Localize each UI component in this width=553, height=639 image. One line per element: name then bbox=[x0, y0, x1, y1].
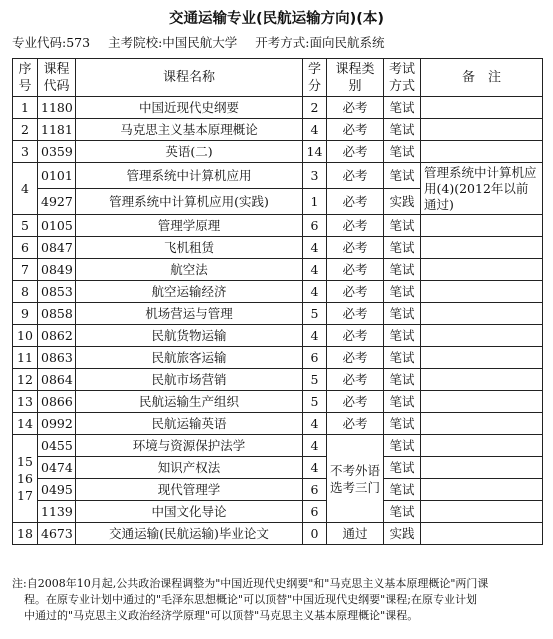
cell-code: 0105 bbox=[38, 215, 76, 237]
cell-code: 0849 bbox=[38, 259, 76, 281]
header-code: 课程代码 bbox=[38, 59, 76, 97]
cell-seq: 8 bbox=[13, 281, 38, 303]
cell-note bbox=[421, 237, 543, 259]
footnote-line: 注:自2008年10月起,公共政治课程调整为"中国近现代史纲要"和"马克思主义基本原理概论"两门课 bbox=[12, 577, 489, 590]
cell-code: 0101 bbox=[38, 163, 76, 189]
cell-credit: 4 bbox=[303, 435, 327, 457]
cell-code: 1181 bbox=[38, 119, 76, 141]
header-name: 课程名称 bbox=[76, 59, 303, 97]
cell-code: 0858 bbox=[38, 303, 76, 325]
cell-category: 必考 bbox=[327, 163, 384, 189]
cell-credit: 4 bbox=[303, 457, 327, 479]
cell-note bbox=[421, 523, 543, 545]
cell-note bbox=[421, 479, 543, 501]
cell-method: 笔试 bbox=[384, 413, 421, 435]
cell-method: 实践 bbox=[384, 189, 421, 215]
cell-name: 环境与资源保护法学 bbox=[76, 435, 303, 457]
cell-category: 必考 bbox=[327, 189, 384, 215]
cell-code: 0853 bbox=[38, 281, 76, 303]
table-row bbox=[13, 523, 543, 545]
cell-name: 民航货物运输 bbox=[76, 325, 303, 347]
cell-code: 4927 bbox=[38, 189, 76, 215]
cell-seq: 7 bbox=[13, 259, 38, 281]
table-row bbox=[13, 281, 543, 303]
table-row bbox=[13, 479, 543, 501]
cell-credit: 3 bbox=[303, 163, 327, 189]
cell-note bbox=[421, 119, 543, 141]
cell-note bbox=[421, 347, 543, 369]
footnote bbox=[12, 576, 544, 624]
cell-code: 0495 bbox=[38, 479, 76, 501]
cell-method: 笔试 bbox=[384, 119, 421, 141]
table-row bbox=[13, 215, 543, 237]
cell-note bbox=[421, 391, 543, 413]
cell-note bbox=[421, 435, 543, 457]
cell-note bbox=[421, 303, 543, 325]
cell-note bbox=[421, 501, 543, 523]
header-method: 考试方式 bbox=[384, 59, 421, 97]
cell-method: 笔试 bbox=[384, 369, 421, 391]
cell-seq: 3 bbox=[13, 141, 38, 163]
cell-seq: 13 bbox=[13, 391, 38, 413]
cell-name: 交通运输(民航运输)毕业论文 bbox=[76, 523, 303, 545]
cell-seq: 6 bbox=[13, 237, 38, 259]
cell-category: 通过 bbox=[327, 523, 384, 545]
cell-method: 笔试 bbox=[384, 281, 421, 303]
table-row bbox=[13, 119, 543, 141]
cell-note bbox=[421, 141, 543, 163]
cell-seq: 1 bbox=[13, 97, 38, 119]
cell-credit: 4 bbox=[303, 325, 327, 347]
cell-name: 中国近现代史纲要 bbox=[76, 97, 303, 119]
cell-method: 笔试 bbox=[384, 259, 421, 281]
cell-note bbox=[421, 281, 543, 303]
cell-method: 笔试 bbox=[384, 97, 421, 119]
table-row bbox=[13, 501, 543, 523]
table-row bbox=[13, 413, 543, 435]
cell-credit: 4 bbox=[303, 413, 327, 435]
cell-credit: 5 bbox=[303, 303, 327, 325]
cell-note bbox=[421, 325, 543, 347]
cell-name: 航空运输经济 bbox=[76, 281, 303, 303]
cell-category: 必考 bbox=[327, 141, 384, 163]
cell-credit: 14 bbox=[303, 141, 327, 163]
cell-code: 0866 bbox=[38, 391, 76, 413]
cell-credit: 2 bbox=[303, 97, 327, 119]
cell-category: 必考 bbox=[327, 391, 384, 413]
table-row bbox=[13, 163, 543, 189]
cell-seq: 11 bbox=[13, 347, 38, 369]
cell-name: 民航旅客运输 bbox=[76, 347, 303, 369]
cell-code: 0847 bbox=[38, 237, 76, 259]
cell-category: 必考 bbox=[327, 413, 384, 435]
cell-code: 0455 bbox=[38, 435, 76, 457]
cell-name: 民航运输生产组织 bbox=[76, 391, 303, 413]
header-seq: 序号 bbox=[13, 59, 38, 97]
table-row bbox=[13, 259, 543, 281]
cell-code: 1180 bbox=[38, 97, 76, 119]
table-row bbox=[13, 141, 543, 163]
cell-credit: 6 bbox=[303, 347, 327, 369]
cell-seq: 10 bbox=[13, 325, 38, 347]
cell-note bbox=[421, 259, 543, 281]
cell-method: 笔试 bbox=[384, 163, 421, 189]
table-row bbox=[13, 435, 543, 457]
cell-seq-group: 15 16 17 bbox=[13, 435, 38, 523]
table-row bbox=[13, 237, 543, 259]
cell-elective-category: 不考外语选考三门 bbox=[327, 435, 384, 523]
cell-seq: 9 bbox=[13, 303, 38, 325]
cell-note bbox=[421, 97, 543, 119]
cell-code: 1139 bbox=[38, 501, 76, 523]
table-row bbox=[13, 325, 543, 347]
cell-name: 管理系统中计算机应用 bbox=[76, 163, 303, 189]
cell-credit: 4 bbox=[303, 259, 327, 281]
cell-name: 英语(二) bbox=[76, 141, 303, 163]
cell-code: 0863 bbox=[38, 347, 76, 369]
footnote-line: 中通过的"马克思主义政治经济学原理"可以顶替"马克思主义基本原理概论"课程。 bbox=[24, 609, 419, 622]
program-meta bbox=[12, 33, 398, 51]
cell-note bbox=[421, 215, 543, 237]
cell-credit: 4 bbox=[303, 119, 327, 141]
cell-method: 笔试 bbox=[384, 457, 421, 479]
cell-code: 0992 bbox=[38, 413, 76, 435]
cell-method: 笔试 bbox=[384, 479, 421, 501]
cell-code: 0359 bbox=[38, 141, 76, 163]
program-school: 主考院校:中国民航大学 bbox=[108, 35, 238, 50]
table-row bbox=[13, 391, 543, 413]
cell-category: 必考 bbox=[327, 259, 384, 281]
cell-method: 笔试 bbox=[384, 435, 421, 457]
cell-method: 笔试 bbox=[384, 141, 421, 163]
header-credit: 学分 bbox=[303, 59, 327, 97]
cell-name: 飞机租赁 bbox=[76, 237, 303, 259]
table-row bbox=[13, 97, 543, 119]
cell-seq: 14 bbox=[13, 413, 38, 435]
cell-credit: 0 bbox=[303, 523, 327, 545]
cell-credit: 1 bbox=[303, 189, 327, 215]
cell-name: 现代管理学 bbox=[76, 479, 303, 501]
cell-seq: 2 bbox=[13, 119, 38, 141]
cell-category: 必考 bbox=[327, 97, 384, 119]
cell-credit: 6 bbox=[303, 479, 327, 501]
cell-code: 4673 bbox=[38, 523, 76, 545]
table-row bbox=[13, 347, 543, 369]
page-title: 交通运输专业(民航运输方向)(本) bbox=[168, 11, 384, 27]
cell-method: 笔试 bbox=[384, 325, 421, 347]
cell-method: 笔试 bbox=[384, 303, 421, 325]
cell-method: 笔试 bbox=[384, 347, 421, 369]
footnote-line: 程。在原专业计划中通过的"毛泽东思想概论"可以顶替"中国近现代史纲要"课程;在原专业计划 bbox=[24, 593, 477, 606]
cell-name: 马克思主义基本原理概论 bbox=[76, 119, 303, 141]
cell-category: 必考 bbox=[327, 119, 384, 141]
cell-note bbox=[421, 457, 543, 479]
cell-credit: 6 bbox=[303, 501, 327, 523]
cell-category: 必考 bbox=[327, 281, 384, 303]
cell-method: 笔试 bbox=[384, 215, 421, 237]
cell-credit: 5 bbox=[303, 369, 327, 391]
cell-name: 机场营运与管理 bbox=[76, 303, 303, 325]
cell-code: 0862 bbox=[38, 325, 76, 347]
cell-name: 民航市场营销 bbox=[76, 369, 303, 391]
table-row bbox=[13, 303, 543, 325]
cell-code: 0474 bbox=[38, 457, 76, 479]
cell-method: 实践 bbox=[384, 523, 421, 545]
cell-method: 笔试 bbox=[384, 501, 421, 523]
cell-credit: 4 bbox=[303, 281, 327, 303]
cell-category: 必考 bbox=[327, 347, 384, 369]
cell-category: 必考 bbox=[327, 215, 384, 237]
cell-credit: 4 bbox=[303, 237, 327, 259]
cell-name: 管理学原理 bbox=[76, 215, 303, 237]
cell-seq: 18 bbox=[13, 523, 38, 545]
cell-name: 航空法 bbox=[76, 259, 303, 281]
cell-name: 中国文化导论 bbox=[76, 501, 303, 523]
table-row bbox=[13, 457, 543, 479]
cell-seq: 12 bbox=[13, 369, 38, 391]
cell-category: 必考 bbox=[327, 325, 384, 347]
cell-category: 必考 bbox=[327, 303, 384, 325]
course-table bbox=[12, 58, 543, 545]
table-header bbox=[13, 59, 543, 97]
cell-credit: 5 bbox=[303, 391, 327, 413]
cell-note-replacement: 管理系统中计算机应用(4)(2012年以前通过) bbox=[421, 163, 543, 215]
cell-seq: 4 bbox=[13, 163, 38, 215]
cell-method: 笔试 bbox=[384, 391, 421, 413]
cell-category: 必考 bbox=[327, 237, 384, 259]
header-category: 课程类别 bbox=[327, 59, 384, 97]
cell-name: 民航运输英语 bbox=[76, 413, 303, 435]
program-code: 专业代码:573 bbox=[12, 35, 91, 50]
cell-note bbox=[421, 369, 543, 391]
cell-method: 笔试 bbox=[384, 237, 421, 259]
cell-seq: 5 bbox=[13, 215, 38, 237]
program-exam-mode: 开考方式:面向民航系统 bbox=[255, 35, 385, 50]
cell-category: 必考 bbox=[327, 369, 384, 391]
cell-code: 0864 bbox=[38, 369, 76, 391]
cell-name: 知识产权法 bbox=[76, 457, 303, 479]
header-note: 备 注 bbox=[421, 59, 543, 97]
cell-note bbox=[421, 413, 543, 435]
cell-name: 管理系统中计算机应用(实践) bbox=[76, 189, 303, 215]
table-row bbox=[13, 369, 543, 391]
cell-credit: 6 bbox=[303, 215, 327, 237]
